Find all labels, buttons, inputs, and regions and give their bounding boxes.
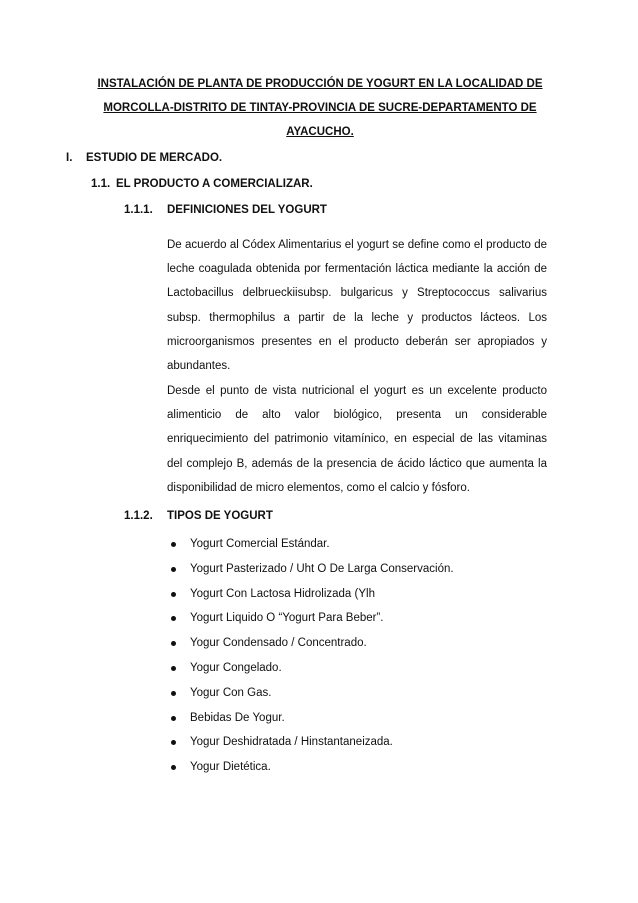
list-item-text: Yogur Condensado / Concentrado. bbox=[190, 637, 367, 650]
list-item-text: Yogur Congelado. bbox=[190, 661, 282, 674]
list-item-text: Yogur Dietética. bbox=[190, 761, 271, 774]
bullet-icon bbox=[171, 542, 176, 547]
document-title bbox=[95, 72, 545, 144]
title-line-3: AYACUCHO. bbox=[286, 126, 354, 138]
subsection-title: TIPOS DE YOGURT bbox=[167, 510, 273, 522]
list-item bbox=[167, 606, 454, 631]
section-number: I. bbox=[66, 152, 73, 164]
subsection-number: 1.1.1. bbox=[124, 204, 153, 216]
list-item bbox=[167, 681, 454, 706]
title-line-2: MORCOLLA-DISTRITO DE TINTAY-PROVINCIA DE SUCRE-DEPARTAMENTO DE bbox=[103, 102, 537, 114]
bullet-icon bbox=[171, 765, 176, 770]
bullet-icon bbox=[171, 592, 176, 597]
paragraph-definicion-codex: De acuerdo al Códex Alimentarius el yogurt se define como el producto de leche coagulada obtenida por fermentación láctica mediante la acción de Lactobacillus delbrueckiisubsp. bulgaricus y Streptococcus salivarius subsp. thermophilus a partir de la leche y productos lácteos. Los microorganismos presentes en el producto deberán ser apropiados y abundantes. bbox=[167, 239, 547, 373]
subsection-title: EL PRODUCTO A COMERCIALIZAR. bbox=[116, 178, 313, 190]
subsection-heading-tipos bbox=[124, 510, 273, 522]
subsection-heading-definiciones bbox=[124, 204, 327, 216]
list-item bbox=[167, 730, 454, 755]
bullet-icon bbox=[171, 641, 176, 646]
yogurt-types-list bbox=[167, 532, 454, 780]
bullet-icon bbox=[171, 666, 176, 671]
subsection-number: 1.1. bbox=[91, 178, 111, 190]
list-item-text: Yogurt Con Lactosa Hidrolizada (Ylh bbox=[190, 587, 375, 600]
bullet-icon bbox=[171, 691, 176, 696]
list-item-text: Yogurt Comercial Estándar. bbox=[190, 538, 330, 550]
subsection-number: 1.1.2. bbox=[124, 510, 153, 522]
list-item bbox=[167, 631, 454, 656]
bullet-icon bbox=[171, 567, 176, 572]
list-item bbox=[167, 755, 454, 780]
bullet-icon bbox=[171, 740, 176, 745]
list-item-text: Bebidas De Yogur. bbox=[190, 711, 285, 724]
bullet-icon bbox=[171, 716, 176, 721]
list-item bbox=[167, 582, 454, 607]
subsection-title: DEFINICIONES DEL YOGURT bbox=[167, 204, 327, 216]
section-heading-estudio-de-mercado bbox=[66, 152, 222, 164]
list-item bbox=[167, 532, 454, 557]
subsection-heading-producto bbox=[91, 178, 313, 190]
bullet-icon bbox=[171, 616, 176, 621]
title-line-1: INSTALACIÓN DE PLANTA DE PRODUCCIÓN DE YOGURT EN LA LOCALIDAD DE bbox=[97, 78, 543, 90]
list-item bbox=[167, 557, 454, 582]
list-item bbox=[167, 656, 454, 681]
list-item-text: Yogur Con Gas. bbox=[190, 686, 272, 699]
list-item-text: Yogurt Liquido O “Yogurt Para Beber”. bbox=[190, 612, 384, 625]
list-item bbox=[167, 706, 454, 731]
paragraph-valor-nutricional: Desde el punto de vista nutricional el yogurt es un excelente producto alimenticio de alto valor biológico, presenta un considerable enriquecimiento del patrimonio vitamínico, en especial de las vitaminas del complejo B, además de la presencia de ácido láctico que aumenta la disponibilidad de micro elementos, como el calcio y fósforo. bbox=[167, 385, 547, 494]
list-item-text: Yogurt Pasterizado / Uht O De Larga Conservación. bbox=[190, 562, 454, 575]
section-title: ESTUDIO DE MERCADO. bbox=[86, 152, 223, 164]
list-item-text: Yogur Deshidratada / Hinstantaneizada. bbox=[190, 736, 393, 749]
